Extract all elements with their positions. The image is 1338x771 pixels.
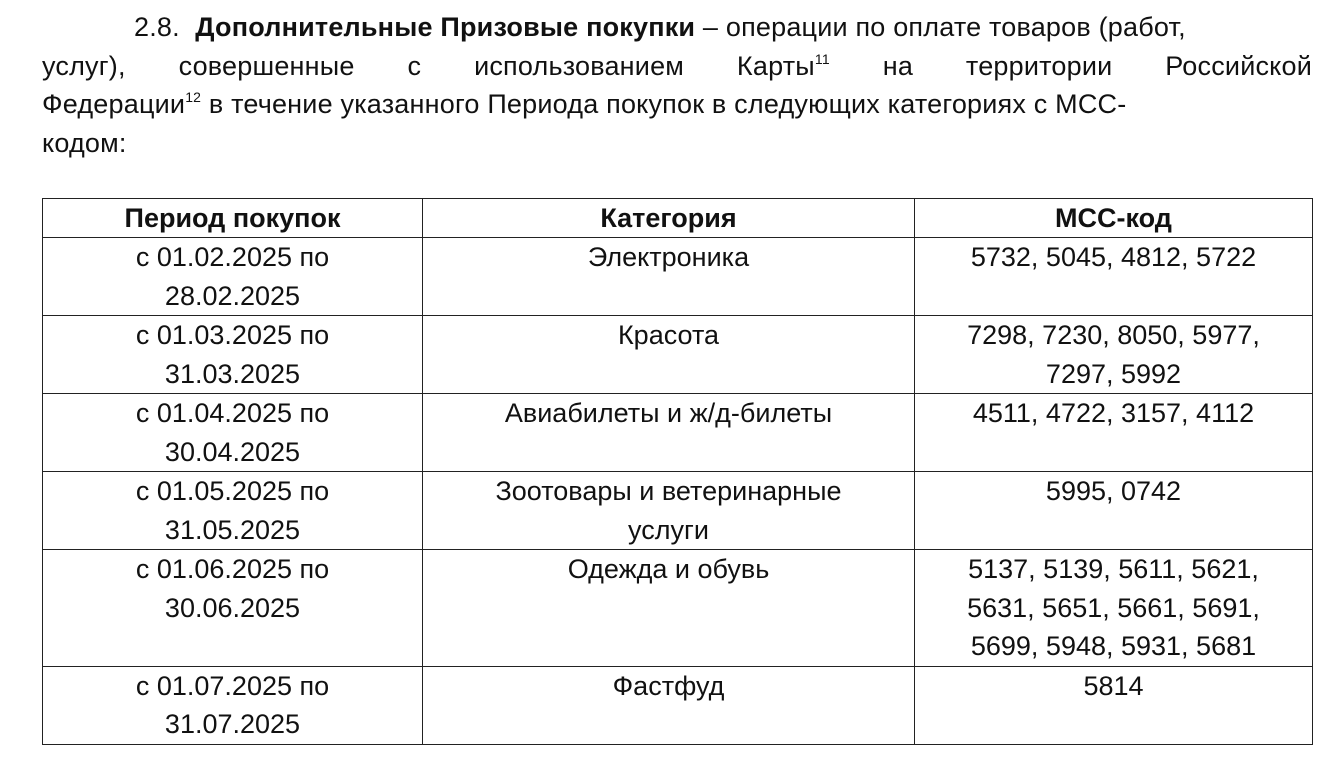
category-cell-line: Зоотовары и ветеринарные bbox=[495, 476, 842, 506]
clause-line-2 bbox=[42, 47, 1312, 86]
period-cell-line: 28.02.2025 bbox=[164, 280, 301, 311]
clause-line-3 bbox=[42, 85, 1312, 124]
table-row bbox=[43, 316, 1313, 394]
period-cell-line: с 01.06.2025 по bbox=[135, 554, 330, 584]
clause-number: 2.8. bbox=[134, 12, 180, 42]
period-cell-line: 31.03.2025 bbox=[164, 358, 301, 389]
clause-term: Дополнительные Призовые покупки bbox=[195, 12, 696, 42]
table-row bbox=[43, 666, 1313, 744]
category-cell-line: Фастфуд bbox=[612, 670, 725, 701]
footnote-ref-12: 12 bbox=[185, 89, 202, 105]
clause-line-1 bbox=[42, 8, 1312, 47]
mcc-cell-line: 5814 bbox=[1083, 670, 1144, 701]
mcc-cell-line: 5631, 5651, 5661, 5691, bbox=[967, 592, 1260, 623]
header-category: Категория bbox=[423, 199, 915, 238]
clause-line-3-b: в течение указанного Периода покупок в следующих категориях с MCC- bbox=[201, 89, 1127, 119]
period-cell-line: 30.06.2025 bbox=[164, 592, 301, 623]
period-cell bbox=[43, 550, 423, 667]
category-cell bbox=[423, 394, 915, 472]
mcc-cell-line: 5137, 5139, 5611, 5621, bbox=[968, 554, 1259, 584]
category-cell-line: услуги bbox=[628, 514, 709, 545]
mcc-cell-line: 7297, 5992 bbox=[1045, 358, 1182, 389]
mcc-cell-line: 7298, 7230, 8050, 5977, bbox=[967, 320, 1260, 350]
period-cell-line: с 01.05.2025 по bbox=[135, 476, 330, 506]
clause-line-2-a: услуг), совершенные с использованием Карты bbox=[42, 50, 815, 81]
period-cell-line: с 01.07.2025 по bbox=[135, 670, 330, 701]
period-cell bbox=[43, 238, 423, 316]
mcc-cell bbox=[915, 666, 1313, 744]
category-cell-line: Авиабилеты и ж/д-билеты bbox=[504, 398, 833, 428]
table-row bbox=[43, 550, 1313, 667]
header-period: Период покупок bbox=[43, 199, 423, 238]
clause-text-1: – операции по оплате товаров (работ, bbox=[695, 12, 1186, 42]
clause-2-8 bbox=[42, 8, 1312, 162]
period-cell-line: 31.05.2025 bbox=[164, 514, 301, 545]
clause-line-4: кодом: bbox=[42, 127, 127, 158]
table-row bbox=[43, 238, 1313, 316]
mcc-cell bbox=[915, 472, 1313, 550]
mcc-cell-line: 5995, 0742 bbox=[1045, 476, 1182, 506]
period-cell-line: 30.04.2025 bbox=[164, 436, 301, 467]
mcc-cell-line: 4511, 4722, 3157, 4112 bbox=[972, 398, 1255, 428]
category-cell-line: Электроника bbox=[587, 242, 750, 272]
table-row bbox=[43, 394, 1313, 472]
period-cell-line: с 01.02.2025 по bbox=[135, 242, 330, 272]
period-cell bbox=[43, 394, 423, 472]
table-header-row bbox=[43, 199, 1313, 238]
footnote-ref-11: 11 bbox=[814, 50, 830, 67]
mcc-cell bbox=[915, 394, 1313, 472]
period-cell-line: с 01.04.2025 по bbox=[135, 398, 330, 428]
period-cell bbox=[43, 666, 423, 744]
table-body bbox=[43, 238, 1313, 745]
period-cell bbox=[43, 316, 423, 394]
header-mcc: MCC-код bbox=[915, 199, 1313, 238]
mcc-cell-line: 5699, 5948, 5931, 5681 bbox=[970, 631, 1257, 661]
category-cell-line: Одежда и обувь bbox=[567, 554, 770, 584]
mcc-cell bbox=[915, 316, 1313, 394]
category-cell bbox=[423, 550, 915, 667]
category-cell-line: Красота bbox=[617, 320, 720, 350]
period-cell bbox=[43, 472, 423, 550]
mcc-cell bbox=[915, 550, 1313, 667]
category-cell bbox=[423, 316, 915, 394]
table-row bbox=[43, 472, 1313, 550]
period-cell-line: 31.07.2025 bbox=[164, 709, 301, 739]
mcc-cell-line: 5732, 5045, 4812, 5722 bbox=[970, 242, 1257, 272]
category-cell bbox=[423, 666, 915, 744]
category-cell bbox=[423, 238, 915, 316]
period-cell-line: с 01.03.2025 по bbox=[135, 320, 330, 350]
clause-line-2-b: на территории Российской bbox=[829, 50, 1312, 81]
mcc-table bbox=[42, 198, 1313, 745]
category-cell bbox=[423, 472, 915, 550]
mcc-cell bbox=[915, 238, 1313, 316]
clause-line-3-a: Федерации bbox=[42, 89, 186, 119]
